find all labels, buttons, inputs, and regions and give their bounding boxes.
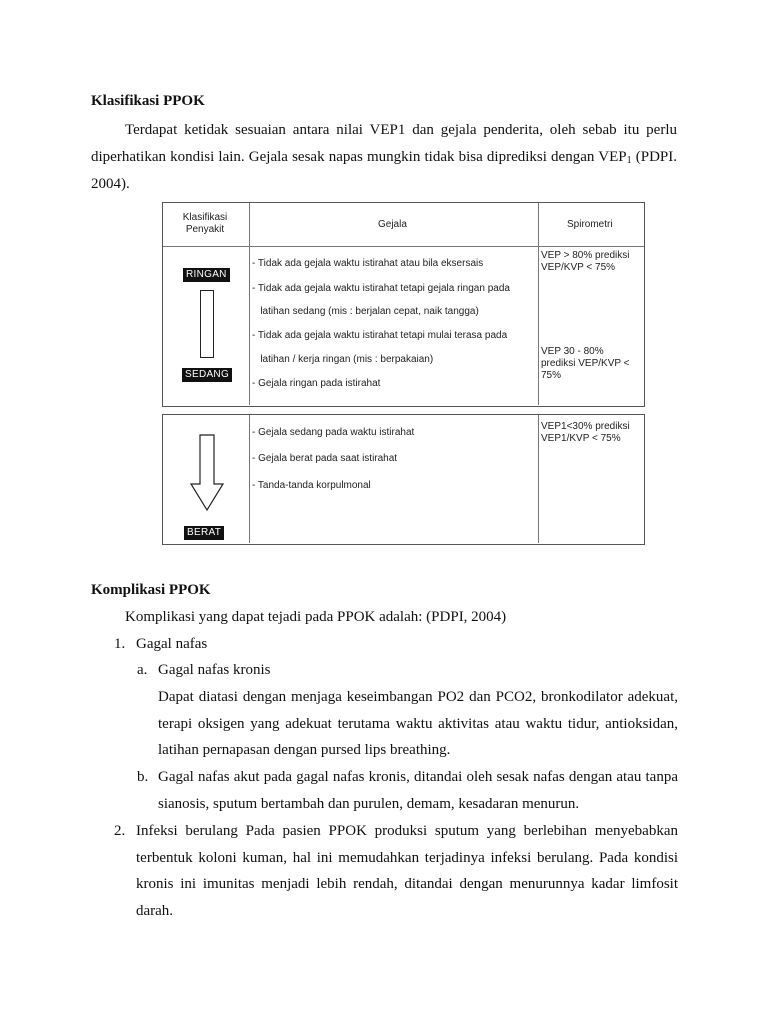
header-klasifikasi-line2: Penyakit [185, 224, 225, 235]
range-bar-icon [200, 290, 214, 358]
label-berat: BERAT [184, 526, 224, 540]
spirometri-line: VEP > 80% prediksi [541, 250, 630, 261]
spirometri-line: VEP/KVP < 75% [541, 262, 616, 273]
gejala-item: - Tidak ada gejala waktu istirahat atau bila eksersais [252, 258, 484, 269]
paragraph-line: terapi oksigen yang adekuat terutama waktu aktivitas atau waktu tidur, antioksidan, [158, 716, 678, 732]
header-spirometri: Spirometri [567, 219, 613, 230]
intro-text: Komplikasi yang dapat tejadi pada PPOK adalah: (PDPI, 2004) [125, 609, 507, 625]
spirometri-sedang [541, 346, 629, 382]
spirometri-line: prediksi VEP/KVP < [541, 358, 630, 369]
column-divider [249, 203, 250, 405]
paragraph-line: 2004). [91, 176, 130, 192]
gejala-item: - Gejala ringan pada istirahat [252, 378, 381, 389]
gejala-item: - Gejala sedang pada waktu istirahat [252, 427, 415, 438]
paragraph-line: Infeksi berulang Pada pasien PPOK produksi sputum yang berlebihan menyebabkan [136, 823, 678, 839]
paragraph-line: diperhatikan kondisi lain. Gejala sesak napas mungkin tidak bisa diprediksi dengan $VEP_1$ (PDPI. [91, 149, 677, 166]
header-divider [163, 246, 644, 247]
spirometri-line: VEP1<30% prediksi [541, 421, 630, 432]
paragraph-line: Terdapat ketidak sesuaian antara nilai VEP1 dan gejala penderita, oleh sebab itu perlu [125, 122, 677, 138]
sub-item-label: Gagal nafas kronis [158, 662, 271, 678]
paragraph-line: latihan pernapasan dengan pursed lips breathing. [158, 742, 451, 758]
gejala-item: latihan sedang (mis : berjalan cepat, naik tangga) [252, 306, 479, 317]
label-ringan: RINGAN [183, 268, 230, 282]
paragraph-line: Dapat diatasi dengan menjaga keseimbangan PO2 dan PCO2, bronkodilator adekuat, [158, 689, 678, 705]
label-sedang: SEDANG [182, 368, 232, 382]
header-klasifikasi [179, 212, 231, 236]
gejala-item: latihan / kerja ringan (mis : berpakaian) [252, 354, 434, 365]
header-gejala: Gejala [378, 219, 407, 230]
paragraph-line: darah. [136, 903, 174, 919]
paragraph-line: Gagal nafas akut pada gagal nafas kronis, ditandai oleh sesak nafas dengan atau tanpa [158, 769, 678, 785]
header-klasifikasi-line1: Klasifikasi [182, 212, 228, 223]
classification-table-figure [160, 200, 644, 546]
column-divider [538, 415, 539, 543]
gejala-item: - Tidak ada gejala waktu istirahat tetapi mulai terasa pada [252, 330, 508, 341]
paragraph-line: kronis ini imunitas menjadi lebih rendah, ditandai dengan menurunnya kadar limfosit [136, 876, 678, 892]
list-number: 2. [114, 823, 126, 839]
list-item-label: Gagal nafas [136, 636, 208, 652]
spirometri-berat [541, 421, 630, 445]
paragraph-line: terbentuk koloni kuman, hal ini memudahkan terjadinya infeksi berulang. Pada kondisi [136, 850, 678, 866]
paragraph-line: sianosis, sputum bertambah dan purulen, demam, kesadaran menurun. [158, 796, 580, 812]
gejala-item: - Tidak ada gejala waktu istirahat tetapi gejala ringan pada [252, 283, 510, 294]
column-divider [249, 415, 250, 543]
spirometri-line: VEP1/KVP < 75% [541, 433, 621, 444]
section-heading-komplikasi: Komplikasi PPOK [91, 582, 211, 598]
spirometri-line: VEP 30 - 80% [541, 346, 604, 357]
down-arrow-icon [190, 434, 224, 512]
list-number: 1. [114, 636, 126, 652]
column-divider [538, 203, 539, 405]
list-letter: a. [137, 662, 148, 678]
spirometri-line: 75% [541, 370, 562, 381]
gejala-item: - Tanda-tanda korpulmonal [252, 480, 371, 491]
spirometri-ringan [541, 250, 629, 274]
section-heading-klasifikasi: Klasifikasi PPOK [91, 93, 205, 109]
list-letter: b. [137, 769, 149, 785]
gejala-item: - Gejala berat pada saat istirahat [252, 453, 398, 464]
